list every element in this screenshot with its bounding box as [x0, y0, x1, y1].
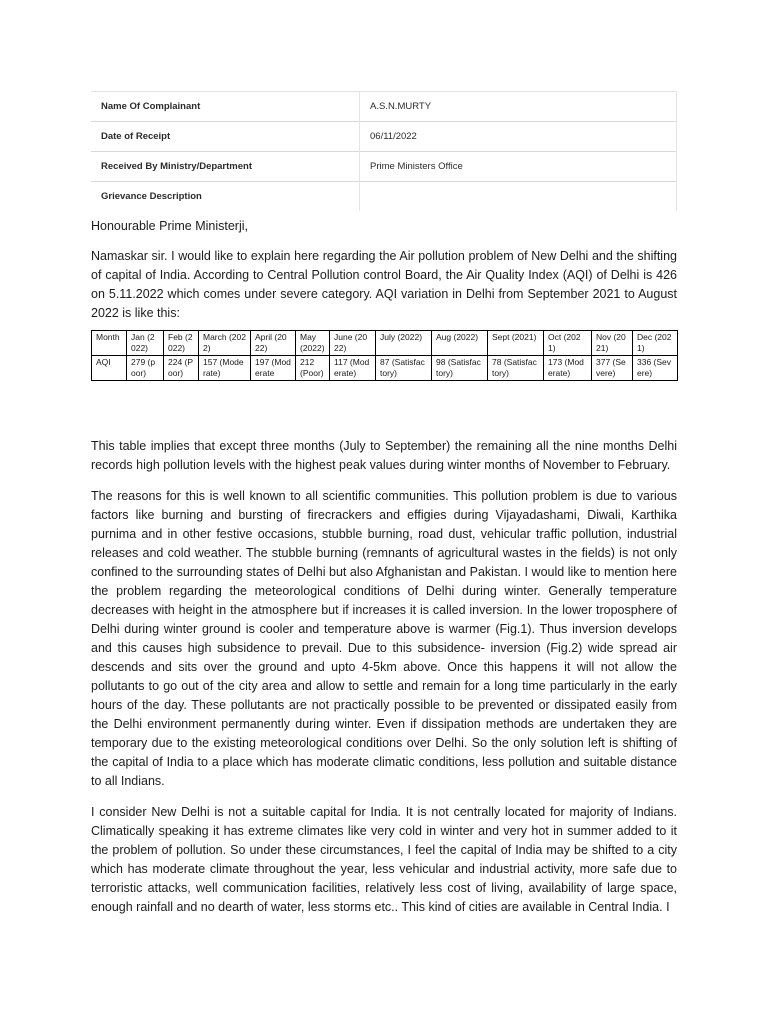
paragraph-table-summary: This table implies that except three months (July to September) the remaining all the nine months Delhi records high pollution levels with the highest peak values during winter months of November to February.	[91, 439, 677, 472]
aqi-header-cell: Month	[92, 331, 127, 356]
paragraph-aqi-intro: Namaskar sir. I would like to explain here regarding the Air pollution problem of New Delhi and the shifting of capital of India. According to Central Pollution control Board, the Air Quality Index (AQI) of Delhi is 426 on 5.11.2022 which comes under severe category. AQI variation in Delhi from September 2021 to August 2022 is like this:	[91, 249, 677, 320]
info-label: Name Of Complainant	[91, 92, 360, 122]
info-value: A.S.N.MURTY	[360, 92, 677, 122]
aqi-header-cell: April (2022)	[251, 331, 296, 356]
info-label: Grievance Description	[91, 182, 360, 212]
aqi-value-cell: 377 (Severe)	[592, 356, 633, 381]
aqi-value-cell: 336 (Severe)	[633, 356, 678, 381]
aqi-value-cell: 78 (Satisfactory)	[488, 356, 544, 381]
aqi-value-cell: 87 (Satisfactory)	[376, 356, 432, 381]
info-value: 06/11/2022	[360, 122, 677, 152]
aqi-header-row	[92, 331, 678, 356]
aqi-value-cell: 279 (poor)	[127, 356, 164, 381]
aqi-header-cell: Aug (2022)	[432, 331, 488, 356]
aqi-value-cell: 157 (Moderate)	[199, 356, 251, 381]
aqi-header-cell: June (2022)	[330, 331, 376, 356]
complaint-info-table	[91, 91, 677, 211]
info-label: Received By Ministry/Department	[91, 152, 360, 182]
info-row	[91, 122, 677, 152]
paragraph-reasons: The reasons for this is well known to all scientific communities. This pollution problem is due to various factors like burning and bursting of firecrackers and effigies during Vijayadashami, Diwali, Karthika purnima and in other festive occasions, stubble burning, road dust, vehicular traffic pollution, industrial releases and cold weather. The stubble burning (remnants of agricultural wastes in the fields) is not only confined to the surrounding states of Delhi but also Afghanistan and Pakistan. I would like to mention here the problem regarding the meteorological conditions of Delhi during winter. Generally temperature decreases with height in the atmosphere but if increases it is called inversion. In the lower troposphere of Delhi during winter ground is cooler and temperature above is warmer (Fig.1). Thus inversion develops and this causes high subsidence to prevail. Due to this subsidence- inversion (Fig.2) wide spread air descends and sits over the ground and upto 4-5km above. Once this happens it will not allow the pollutants to go out of the city area and allow to settle and remain for a long time particularly in the early hours of the day. These pollutants are not practically possible to be prevented or dissipated easily from the Delhi environment permanently during winter. Even if dissipation methods are undertaken they are temporary due to the existing meteorological conditions over Delhi. So the only solution left is shifting of the capital of India to a place which has moderate climatic conditions, less pollution and suitable distance to all Indians.	[91, 489, 677, 788]
aqi-value-cell: 197 (Moderate	[251, 356, 296, 381]
aqi-value-cell: 212 (Poor)	[296, 356, 330, 381]
aqi-header-cell: Sept (2021)	[488, 331, 544, 356]
aqi-table	[91, 330, 678, 381]
aqi-value-cell: AQI	[92, 356, 127, 381]
letter-intro	[91, 217, 677, 323]
aqi-header-cell: Dec (2021)	[633, 331, 678, 356]
salutation: Honourable Prime Ministerji,	[91, 219, 249, 233]
info-row	[91, 152, 677, 182]
aqi-header-cell: Oct (2021)	[544, 331, 592, 356]
aqi-value-row	[92, 356, 678, 381]
aqi-header-cell: Feb (2022)	[164, 331, 199, 356]
aqi-header-cell: Nov (2021)	[592, 331, 633, 356]
paragraph-capital-proposal: I consider New Delhi is not a suitable capital for India. It is not centrally located for majority of Indians. Climatically speaking it has extreme climates like very cold in winter and very hot in summer added to it the problem of pollution. So under these circumstances, I feel the capital of India may be shifted to a city which has moderate climate throughout the year, less vehicular and industrial activity, more safe due to terroristic attacks, well communication facilities, relatively less cost of living, availability of large space, enough rainfall and no dearth of water, less storms etc.. This kind of cities are available in Central India. I	[91, 805, 677, 914]
aqi-value-cell: 173 (Moderate)	[544, 356, 592, 381]
letter-body	[91, 437, 677, 917]
info-label: Date of Receipt	[91, 122, 360, 152]
info-value	[360, 182, 677, 212]
info-value: Prime Ministers Office	[360, 152, 677, 182]
aqi-header-cell: May (2022)	[296, 331, 330, 356]
aqi-value-cell: 98 (Satisfactory)	[432, 356, 488, 381]
aqi-value-cell: 224 (Poor)	[164, 356, 199, 381]
aqi-header-cell: Jan (2022)	[127, 331, 164, 356]
info-row	[91, 182, 677, 212]
aqi-value-cell: 117 (Moderate)	[330, 356, 376, 381]
aqi-header-cell: March (2022)	[199, 331, 251, 356]
aqi-header-cell: July (2022)	[376, 331, 432, 356]
info-row	[91, 92, 677, 122]
